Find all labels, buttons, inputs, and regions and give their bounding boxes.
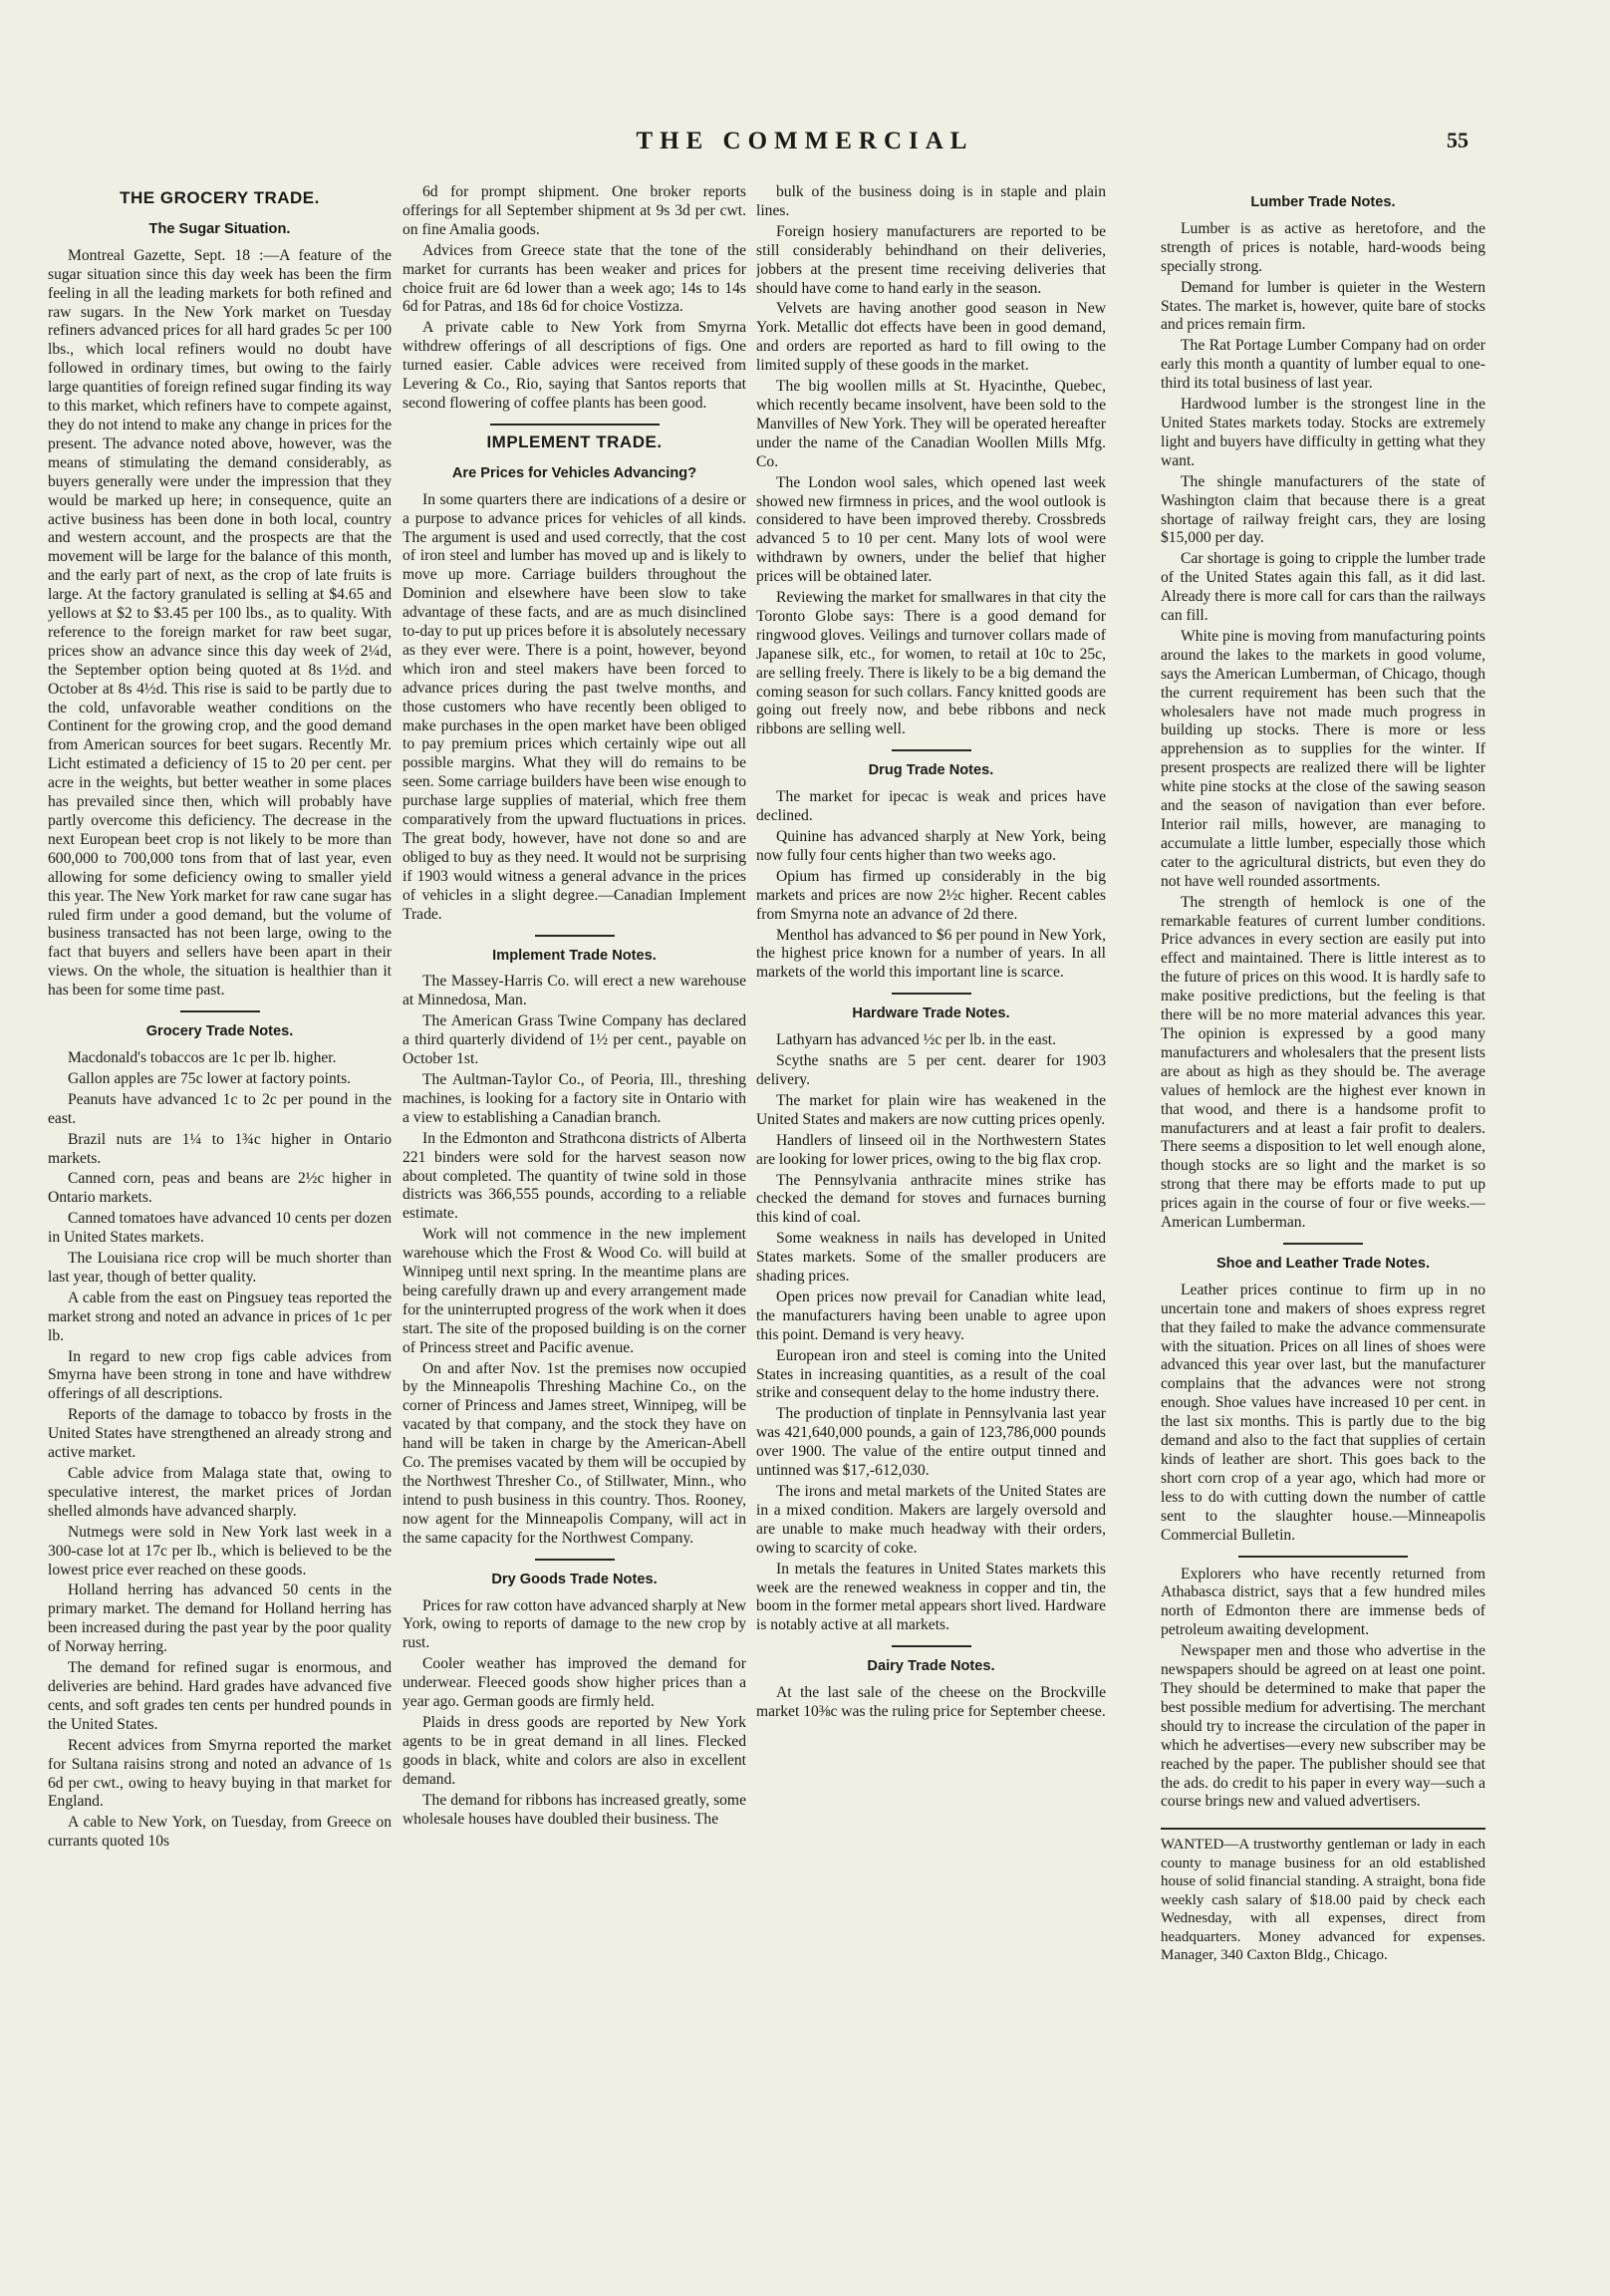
paragraph: Lumber is as active as heretofore, and the strength of prices is notable, hard-woods being specially strong. [1161, 219, 1485, 275]
dairy-notes-heading: Dairy Trade Notes. [867, 1658, 995, 1675]
grocery-trade-title: THE GROCERY TRADE. [120, 188, 320, 207]
paragraph: The demand for refined sugar is enormous, and deliveries are behind. Hard grades have advanced five cents, and soft grades ten cents per hundred pounds in the United States. [48, 1659, 392, 1733]
drug-notes-heading: Drug Trade Notes. [868, 762, 994, 779]
column-3 [756, 183, 1106, 2276]
hardware-notes-heading: Hardware Trade Notes. [852, 1005, 1010, 1022]
paragraph: Work will not commence in the new implement warehouse which the Frost & Wood Co. will build at Winnipeg until next spring. In the meantime plans are being carefully drawn up and every arrangement made for the uninterrupted progress of the work when it does start. The site of the proposed building is on the corner of Princess street and Pacific avenue. [402, 1226, 746, 1356]
section-rule [535, 1559, 615, 1561]
paragraph: The Massey-Harris Co. will erect a new warehouse at Minnedosa, Man. [402, 973, 746, 1009]
section-rule [1283, 1243, 1363, 1245]
sugar-situation-body [48, 247, 392, 1001]
paragraph: A private cable to New York from Smyrna withdrew offerings of all descriptions of figs. One turned easier. Cable advices were received from Levering & Co., Rio, saying that Santos reports that second flowering of coffee plants has been good. [402, 319, 746, 412]
paragraph: Advices from Greece state that the tone of the market for currants has been weaker and prices for choice fruit are 6d lower than a week ago; 14s to 14s 6d for Patras, and 18s 6d for choice Vostizza. [402, 241, 746, 316]
paragraph: Scythe snaths are 5 per cent. dearer for 1903 delivery. [756, 1052, 1106, 1088]
paragraph: Macdonald's tobaccos are 1c per lb. higher. [68, 1048, 337, 1066]
section-rule [535, 935, 615, 937]
paragraph: On and after Nov. 1st the premises now occupied by the Minneapolis Threshing Machine Co., on the corner of Princess and James street, Winnipeg, will be vacated by that company, and the stock they have on hand will be taken in charge by the American-Abell Co. The premises vacated by them will be occupied by the Northwest Thresher Co., of Stillwater, Minn., who intend to push business in this country. Thos. Rooney, now agent for the Minneapolis Company, will act in the same capacity for the Northwest Company. [402, 1359, 746, 1547]
paragraph: The American Grass Twine Company has declared a third quarterly dividend of 1½ per cent., payable on October 1st. [402, 1012, 746, 1068]
paragraph: The Rat Portage Lumber Company had on order early this month a quantity of lumber equal to one-third its total business of last year. [1161, 337, 1485, 393]
section-rule [892, 993, 971, 995]
column-2 [402, 183, 746, 2276]
paragraph: Handlers of linseed oil in the Northwestern States are looking for lower prices, owing to the big flax crop. [756, 1131, 1106, 1168]
paragraph: A cable to New York, on Tuesday, from Greece on currants quoted 10s [48, 1814, 392, 1851]
paragraph: Reports of the damage to tobacco by frosts in the United States have strengthened an already strong and active market. [48, 1406, 392, 1462]
paragraph: The London wool sales, which opened last week showed new firmness in prices, and the wool outlook is considered to have been improved thereby. Crossbreds advanced 5 to 10 per cent. Many lots of wool were withdrawn by owners, under the belief that higher prices will be obtained later. [756, 473, 1106, 586]
section-rule [1238, 1556, 1408, 1558]
grocery-notes-body [48, 1049, 392, 1852]
drug-notes-body [756, 788, 1106, 983]
vehicles-body [402, 491, 746, 925]
paragraph: In metals the features in United States markets this week are the renewed weakness in copper and tin, the boom in the former metal appears short lived. Hardware is notably active at all markets. [756, 1560, 1106, 1634]
grocery-continued-body [402, 183, 746, 414]
paragraph: Velvets are having another good season in New York. Metallic dot effects have been in good demand, and orders are reported as hard to fill owing to the limited supply of these goods in the market. [756, 300, 1106, 375]
paragraph: Opium has firmed up considerably in the big markets and prices are now 2½c higher. Recent cables from Smyrna note an advance of 2d there. [756, 867, 1106, 923]
paragraph: bulk of the business doing is in staple and plain lines. [756, 183, 1106, 219]
dairy-notes-body [756, 1684, 1106, 1722]
paragraph: The market for plain wire has weakened in the United States and makers are now cutting prices openly. [756, 1091, 1106, 1128]
paragraph: Holland herring has advanced 50 cents in the primary market. The demand for Holland herring has been increased during the past year by the poor quality of Norway herring. [48, 1581, 392, 1656]
paragraph: Demand for lumber is quieter in the Western States. The market is, however, quite bare of stocks and prices remain firm. [1161, 278, 1485, 334]
paragraph: Car shortage is going to cripple the lumber trade of the United States again this fall, as it did last. Already there is more call for cars than the railways can fill. [1161, 550, 1485, 625]
section-rule [892, 1645, 971, 1647]
implement-notes-heading: Implement Trade Notes. [492, 947, 657, 964]
page-number: 55 [1447, 128, 1469, 152]
page-header [0, 128, 1610, 167]
paragraph: European iron and steel is coming into the United States in increasing quantities, as a result of the coal strike and consequent delay to the home industry there. [756, 1346, 1106, 1402]
dry-goods-heading: Dry Goods Trade Notes. [491, 1571, 658, 1587]
paragraph: Plaids in dress goods are reported by New York agents to be in great demand in all lines. Flecked goods in black, white and colors are also in excellent demand. [402, 1713, 746, 1788]
paragraph: Cable advice from Malaga state that, owing to speculative interest, the market prices of Jordan shelled almonds have advanced sharply. [48, 1465, 392, 1520]
paragraph: The demand for ribbons has increased greatly, some wholesale houses have doubled their business. The [402, 1791, 746, 1828]
implement-notes-body [402, 973, 746, 1548]
paragraph: Brazil nuts are 1¼ to 1¾c higher in Ontario markets. [48, 1130, 392, 1167]
paragraph: The strength of hemlock is one of the remarkable features of current lumber conditions. Price advances in every section are easily put into effect and maintained. There is little interest as to the future of prices on this wood. It is hardly safe to make positive predictions, but the feeling is that there will be no more material advances this year. The opinion is expressed by a good many manufacturers and wholesalers that the present lists are about as high as they should be. The average values of hemlock are the highest ever known in that wood, and there is a handsome profit to manufacturers and at least a fair profit to dealers. There seems a disposition to let well enough alone, though stocks are so light and the market is so strong that there may be efforts made to put up prices again in the course of four or five weeks.—American Lumberman. [1161, 893, 1485, 1232]
section-rule [490, 424, 660, 426]
lumber-notes-body [1161, 220, 1485, 1233]
paragraph: Foreign hosiery manufacturers are reported to be still considerably behindhand on their deliveries, jobbers at the present time receiving deliveries that should have come to hand early in the season. [756, 222, 1106, 297]
implement-trade-title: IMPLEMENT TRADE. [486, 431, 663, 451]
paragraph: The irons and metal markets of the United States are in a mixed condition. Makers are largely oversold and are unable to make much headway with their orders, owing to scarcity of coke. [756, 1483, 1106, 1557]
vehicles-heading: Are Prices for Vehicles Advancing? [451, 464, 697, 481]
sugar-situation-heading: The Sugar Situation. [148, 220, 291, 237]
shoe-leather-heading: Shoe and Leather Trade Notes. [1215, 1255, 1431, 1272]
paragraph: Peanuts have advanced 1c to 2c per pound in the east. [48, 1090, 392, 1127]
masthead: THE COMMERCIAL [636, 128, 974, 154]
paragraph: Lathyarn has advanced ½c per lb. in the east. [776, 1031, 1057, 1049]
paragraph: Leather prices continue to firm up in no uncertain tone and makers of shoes express regret that they failed to make the advance commensurate with the situation. Prices on all lines of shoes were advanced this year over last, but the manufacturer complains that the advances were not strong enough. Shoe values have increased 10 per cent. in the last six months. This is partly due to the big demand and also to the fact that supplies of certain kinds of leather are short. This goes back to the short corn crop of a year ago, which had more or less to do with cutting down the number of cattle sent to the slaughter house.—Minneapolis Commercial Bulletin. [1161, 1281, 1485, 1544]
hardware-notes-body [756, 1031, 1106, 1635]
column-1 [48, 183, 392, 2276]
paragraph: Canned tomatoes have advanced 10 cents per dozen in United States markets. [48, 1210, 392, 1247]
paragraph: In the Edmonton and Strathcona districts of Alberta 221 binders were sold for the harvest season now about completed. The quantity of twine sold in those districts was 366,555 pounds, according to a reliable estimate. [402, 1129, 746, 1223]
paragraph: Hardwood lumber is the strongest line in the United States markets today. Stocks are extremely light and buyers have difficulty in getting what they want. [1161, 396, 1485, 469]
paragraph: The production of tinplate in Pennsylvania last year was 421,640,000 pounds, a gain of 123,786,000 pounds over 1900. The value of the entire output tinned and untinned was $17,-612,030. [756, 1405, 1106, 1480]
paragraph: A cable from the east on Pingsuey teas reported the market strong and noted an advance in prices of 1c per lb. [48, 1289, 392, 1344]
paragraph: Cooler weather has improved the demand for underwear. Fleeced goods show higher prices than a year ago. German goods are firmly held. [402, 1655, 746, 1711]
paragraph: Canned corn, peas and beans are 2½c higher in Ontario markets. [48, 1170, 392, 1207]
dry-goods-continued-body [756, 183, 1106, 739]
paragraph: The Louisiana rice crop will be much shorter than last year, though of better quality. [48, 1250, 392, 1286]
paragraph: In some quarters there are indications of a desire or a purpose to advance prices for vehicles of all kinds. The argument is used and used correctly, that the cost of iron steel and lumber has moved up and is likely to move up more. Carriage builders throughout the Dominion and elsewhere have been slow to take advantage of these facts, and are as much disinclined to-day to put up prices before it is absolutely necessary as they ever were. There is a point, however, beyond which iron and steel makers have been forced to advance prices during the past twelve months, and those customers who have recently been obliged to make purchases in the open market have been obliged to pay premium prices which certainly wipe out all possible margins. What they will do remains to be seen. Some carriage builders have been wise enough to purchase large supplies of material, which free them comparatively from the upward fluctuations in prices. The great body, however, have not done so and are obliged to buy as they need. It would not be surprising if 1903 would witness a general advance in the prices of vehicles in a slight degree.—Canadian Implement Trade. [402, 490, 746, 923]
grocery-notes-heading: Grocery Trade Notes. [145, 1023, 294, 1040]
misc-notes-body [1161, 1566, 1485, 1813]
paragraph: Quinine has advanced sharply at New York, being now fully four cents higher than two weeks ago. [756, 828, 1106, 864]
shoe-leather-body [1161, 1282, 1485, 1546]
paragraph: Prices for raw cotton have advanced sharply at New York, owing to reports of damage to the new crop by rust. [402, 1596, 746, 1652]
column-4 [1161, 183, 1485, 2276]
dry-goods-body [402, 1597, 746, 1830]
paragraph: Nutmegs were sold in New York last week in a 300-case lot at 17c per lb., which is believed to be the lowest price ever reached on these goods. [48, 1523, 392, 1578]
paragraph: The Aultman-Taylor Co., of Peoria, Ill., threshing machines, is looking for a factory site in Ontario with a view to establishing a Canadian branch. [402, 1070, 746, 1126]
paragraph: The market for ipecac is weak and prices have declined. [756, 788, 1106, 825]
paragraph: Open prices now prevail for Canadian white lead, the manufacturers having been unable to agree upon this point. Demand is very heavy. [756, 1288, 1106, 1343]
paragraph: Reviewing the market for smallwares in that city the Toronto Globe says: There is a good demand for ringwood gloves. Veilings and turnover collars made of Japanese silk, etc., for women, to retail at 10c to 25c, are selling freely. There is likely to be a big demand the coming season for such collars. Fancy knitted goods are going out freely now, and bebe ribbons and neck ribbons are selling well. [756, 589, 1106, 738]
paragraph: The shingle manufacturers of the state of Washington claim that because there is a great shortage of railway freight cars, they are losing $15,000 per day. [1161, 472, 1485, 547]
paragraph: Explorers who have recently returned from Athabasca district, says that a few hundred miles north of Edmonton there are immense beds of petroleum awaiting development. [1161, 1565, 1485, 1639]
paragraph: Montreal Gazette, Sept. 18 :—A feature of the sugar situation since this day week has been the firm feeling in all the leading markets for both refined and raw sugars. In the New York market on Tuesday refiners advanced prices for all hard grades 5c per 100 lbs., which local refiners would no doubt have followed in ordinary times, but owing to the fairly large quantities of foreign refined sugar finding its way to this market, which refiners have to compete against, they do not intend to make any change in prices for the present. The advance noted above, however, was the means of stimulating the demand considerably, as buyers generally were under the impression that they would be marked up here; in consequence, quite an active business has been done in both local, country and western account, and the prospects are that the movement will be large for the balance of this month, and the early part of next, as the crop of late fruits is large. At the factory granulated is selling at $4.65 and yellows at $2 to $3.45 per 100 lbs., as to quality. With reference to the foreign market for raw beet sugar, prices show an advance since this day week of 2¼d, the September option being quoted at 8s 1½d. and October at 8s 4½d. This rise is said to be partly due to the cold, unfavorable weather conditions on the Continent for the growing crop, and the good demand from American sources for beet sugars. Recently Mr. Licht estimated a deficiency of 15 to 20 per cent. per acre in the weights, but better weather in some places has prevailed since then, which will probably have partly overcome this deficiency. The decrease in the next European beet crop is not likely to be more than 600,000 to 700,000 tons from that of last year, even allowing for some deficiency owing to smaller yield this year. The New York market for raw cane sugar has ruled firm under a good demand, but the volume of business transacted has not been large, owing to the fact that buyers and sellers have been apart in their views. On the whole, the situation is healthier than it has been for some time past. [48, 246, 392, 1000]
paragraph: Gallon apples are 75c lower at factory points. [68, 1069, 352, 1087]
paragraph: Some weakness in nails has developed in United States markets. Some of the smaller producers are shading prices. [756, 1230, 1106, 1286]
lumber-notes-heading: Lumber Trade Notes. [1250, 194, 1396, 210]
paragraph: In regard to new crop figs cable advices from Smyrna have been strong in tone and have withdrew offerings of all descriptions. [48, 1347, 392, 1403]
wanted-advertisement: WANTED—A trustworthy gentleman or lady in each county to manage business for an old established house of solid financial standing. A straight, bona fide weekly cash salary of $18.00 paid by check each Wednesday, with all expenses, direct from headquarters. Money advanced for expenses. Manager, 340 Caxton Bldg., Chicago. [1161, 1828, 1485, 1965]
paragraph: 6d for prompt shipment. One broker reports offerings for all September shipment at 9s 3d per cwt. on fine Amalia goods. [402, 183, 746, 238]
paragraph: Newspaper men and those who advertise in the newspapers should be agreed on at least one point. They should be determined to make that paper the best possible medium for advertising. The merchant should try to increase the circulation of the paper in which he advertises—every new subscriber may be reached by the paper. The publisher should see that the ads. do credit to his paper in every way—such a course brings new and valued advertisers. [1161, 1642, 1485, 1811]
paragraph: The Pennsylvania anthracite mines strike has checked the demand for stoves and furnaces burning this kind of coal. [756, 1171, 1106, 1227]
section-rule [180, 1010, 260, 1012]
paragraph: The big woollen mills at St. Hyacinthe, Quebec, which recently became insolvent, have been sold to the Manvilles of New York. They will be operated hereafter under the name of the Canadian Woollen Mills Mfg. Co. [756, 378, 1106, 470]
paragraph: At the last sale of the cheese on the Brockville market 10⅜c was the ruling price for September cheese. [756, 1684, 1106, 1721]
paragraph: White pine is moving from manufacturing points around the lakes to the markets in good volume, says the American Lumberman, of Chicago, though the current requirement has been such that the wholesalers have not made much progress in building up stocks. There is more or less apprehension as to supplies for the winter. If present prospects are realized there will be lighter white pine stocks at the close of the sawing season and the season of navigation than ever before. Interior rail mills, however, are managing to accumulate a little lumber, especially those which cater to the agricultural districts, but even they do not have well rounded assortments. [1161, 627, 1485, 890]
paragraph: Menthol has advanced to $6 per pound in New York, the highest price known for a number of years. In all markets of the world this important line is scarce. [756, 926, 1106, 982]
paragraph: Recent advices from Smyrna reported the market for Sultana raisins strong and noted an advance of 1s 6d per cwt., owing to heavy buying in that market for England. [48, 1736, 392, 1811]
section-rule [892, 749, 971, 751]
